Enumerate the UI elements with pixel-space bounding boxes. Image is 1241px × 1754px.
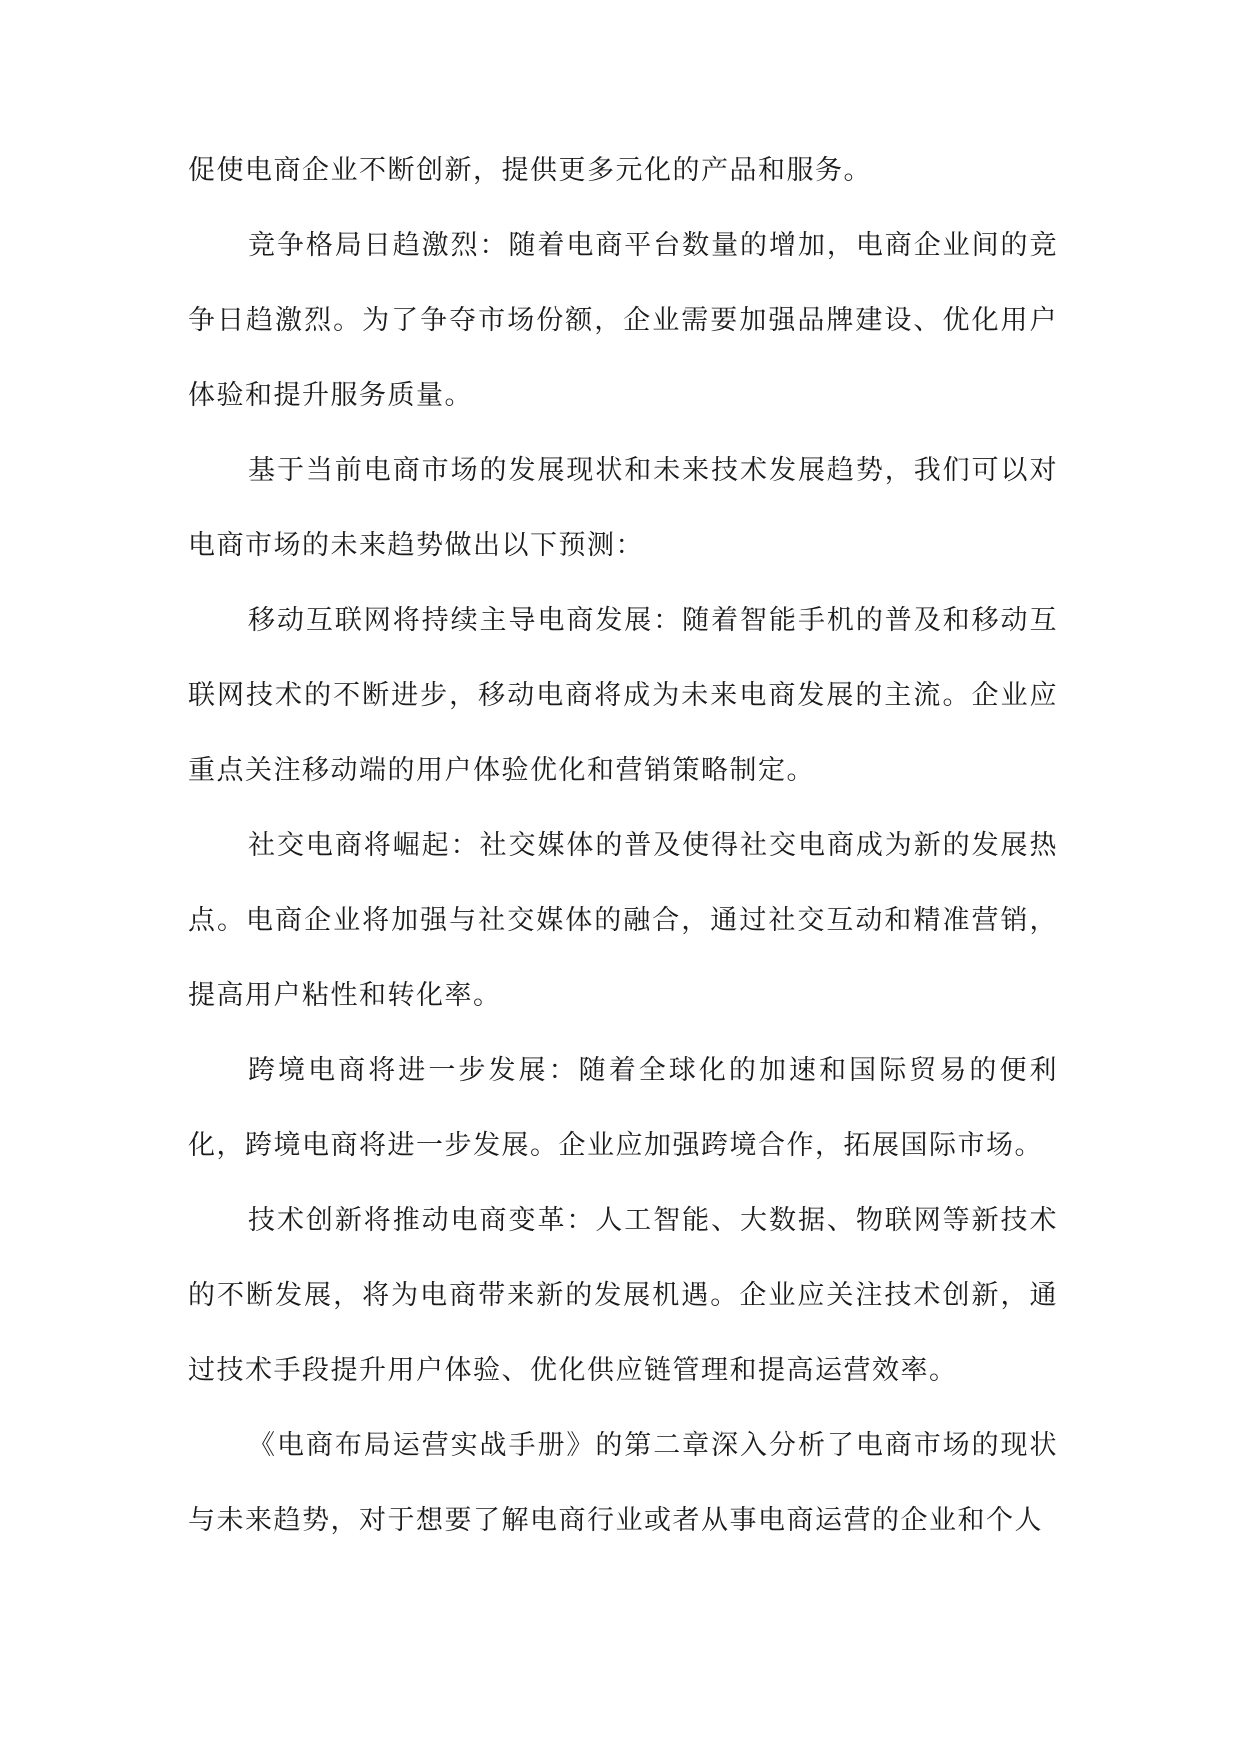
document-body (188, 133, 1058, 1558)
paragraph-continuation: 促使电商企业不断创新，提供更多元化的产品和服务。 (188, 155, 872, 186)
paragraph-handbook-summary: 《电商布局运营实战手册》的第二章深入分析了电商市场的现状与未来趋势，对于想要了解电商行业或者从事电商运营的企业和个人 (188, 1430, 1058, 1536)
paragraph-tech-innovation: 技术创新将推动电商变革：人工智能、大数据、物联网等新技术的不断发展，将为电商带来新的发展机遇。企业应关注技术创新，通过技术手段提升用户体验、优化供应链管理和提高运营效率。 (188, 1205, 1058, 1386)
paragraph-social-ecommerce: 社交电商将崛起：社交媒体的普及使得社交电商成为新的发展热点。电商企业将加强与社交媒体的融合，通过社交互动和精准营销，提高用户粘性和转化率。 (188, 830, 1058, 1011)
paragraph-cross-border: 跨境电商将进一步发展：随着全球化的加速和国际贸易的便利化，跨境电商将进一步发展。企业应加强跨境合作，拓展国际市场。 (188, 1055, 1058, 1161)
paragraph-forecast-intro: 基于当前电商市场的发展现状和未来技术发展趋势，我们可以对电商市场的未来趋势做出以下预测： (188, 455, 1058, 561)
paragraph-competition: 竞争格局日趋激烈：随着电商平台数量的增加，电商企业间的竞争日趋激烈。为了争夺市场份额，企业需要加强品牌建设、优化用户体验和提升服务质量。 (188, 230, 1058, 411)
paragraph-mobile-internet: 移动互联网将持续主导电商发展：随着智能手机的普及和移动互联网技术的不断进步，移动电商将成为未来电商发展的主流。企业应重点关注移动端的用户体验优化和营销策略制定。 (188, 605, 1058, 786)
